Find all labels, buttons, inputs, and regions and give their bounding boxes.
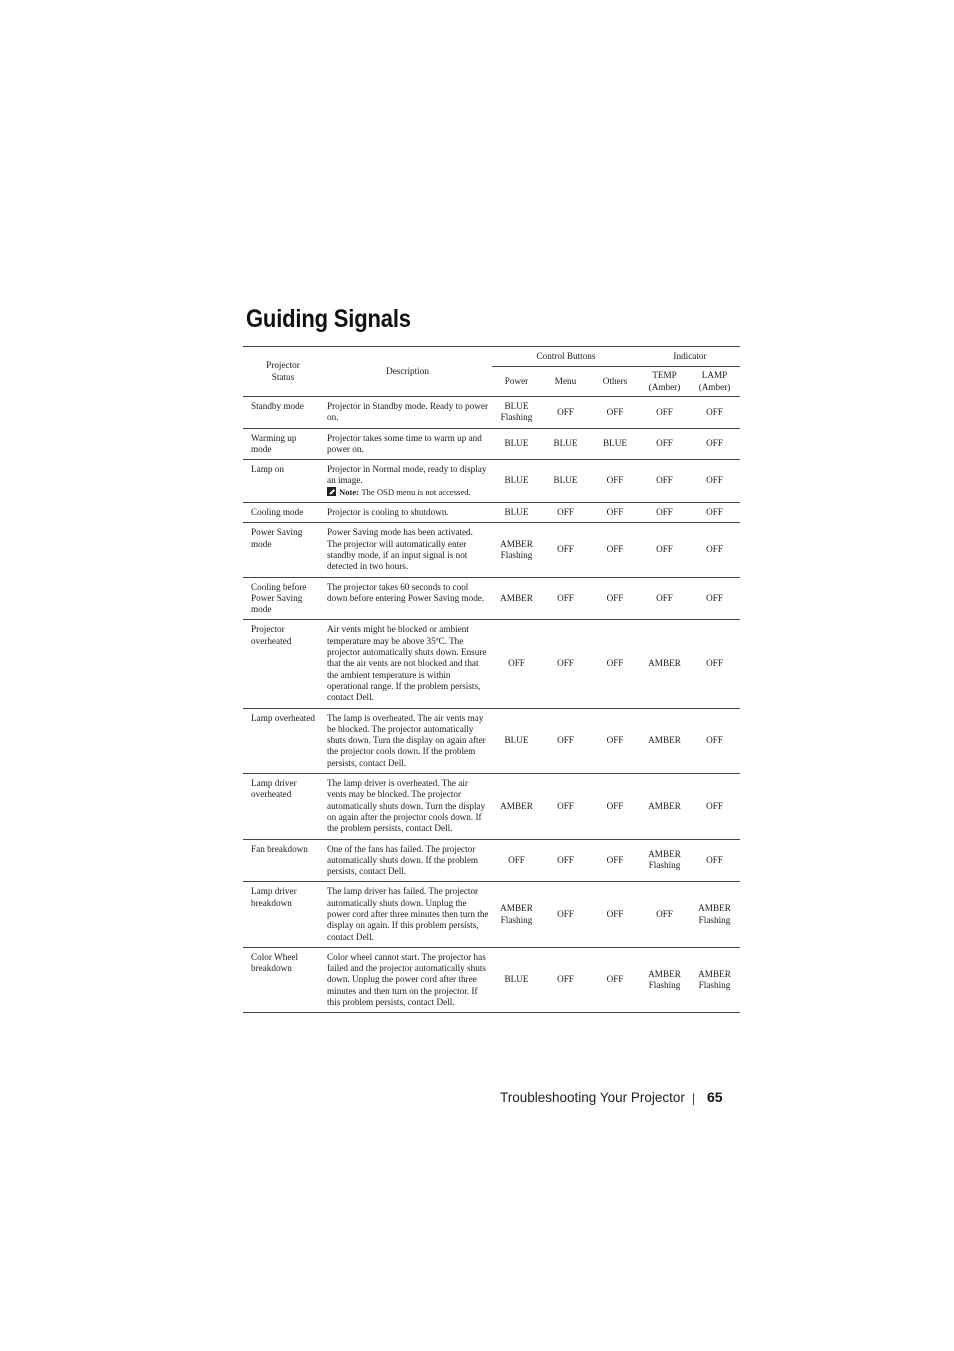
table-row (243, 577, 740, 620)
row-menu: BLUE (553, 475, 578, 486)
row-description: The lamp driver has failed. The projector automatically shuts down. Unplug the power cord after three minutes then turn the display on again. If this problem persists, contact Dell. (327, 886, 489, 942)
header-control-buttons: Control Buttons (536, 350, 596, 361)
row-lamp: OFF (706, 507, 723, 518)
row-others: OFF (606, 406, 624, 417)
footer-section-title: Troubleshooting Your Projector (500, 1090, 685, 1105)
header-indicator: Indicator (673, 350, 707, 361)
row-menu: OFF (557, 658, 574, 669)
row-status: Standby mode (251, 401, 304, 411)
row-lamp: OFF (706, 800, 723, 811)
row-description: The lamp is overheated. The air vents may be blocked. The projector automatically shuts down. Turn the display on again after the projector cools down. If the problem persists, contact Dell. (327, 712, 486, 768)
row-others: OFF (606, 854, 624, 865)
row-power: AMBER Flashing (500, 903, 533, 925)
row-temp: AMBER Flashing (648, 849, 681, 871)
row-menu: OFF (557, 507, 574, 518)
row-power: BLUE Flashing (500, 401, 533, 423)
row-lamp: OFF (706, 592, 723, 603)
row-lamp: OFF (706, 438, 723, 449)
row-others: BLUE (603, 438, 627, 449)
header-lamp: LAMP (Amber) (689, 367, 740, 397)
row-status: Power Saving mode (251, 527, 303, 549)
row-description: Projector in Normal mode, ready to display an image. (327, 464, 487, 486)
header-projector-status: Projector Status (266, 360, 300, 382)
row-menu: OFF (557, 592, 574, 603)
row-others: OFF (606, 908, 624, 919)
row-lamp: OFF (706, 544, 723, 555)
row-temp: AMBER (648, 658, 681, 669)
row-menu: OFF (557, 800, 574, 811)
row-power: BLUE (504, 974, 529, 985)
page-title: Guiding Signals (246, 305, 411, 333)
row-lamp: OFF (706, 854, 723, 865)
row-power: BLUE (504, 438, 529, 449)
row-status: Lamp driver overheated (251, 778, 297, 800)
row-temp: AMBER (648, 735, 681, 746)
row-power: BLUE (504, 735, 529, 746)
header-power: Power (492, 367, 541, 397)
row-lamp: OFF (706, 658, 723, 669)
row-menu: OFF (557, 735, 574, 746)
table-row (243, 620, 740, 708)
header-menu: Menu (541, 367, 590, 397)
table-row (243, 460, 740, 503)
page-number: 65 (707, 1089, 723, 1105)
note-label: Note: (339, 486, 360, 497)
row-menu: OFF (557, 544, 574, 555)
row-menu: OFF (557, 406, 574, 417)
row-description: Projector is cooling to shutdown. (327, 507, 449, 518)
row-power: BLUE (504, 475, 529, 486)
row-power: OFF (508, 658, 525, 669)
row-description: The projector takes 60 seconds to cool down before entering Power Saving mode. (327, 581, 485, 603)
row-description: Projector in Standby mode. Ready to power on. (327, 401, 489, 423)
row-description: Air vents might be blocked or ambient temperature may be above 35ºC. The projector automatically shuts down. Ensure that the air vents are not blocked and that the ambient temperature is within operational range. If the problem persists, contact Dell. (327, 624, 487, 703)
row-lamp: OFF (706, 475, 723, 486)
row-power: AMBER (500, 800, 533, 811)
row-temp: OFF (656, 438, 673, 449)
row-temp: AMBER Flashing (648, 968, 681, 991)
row-menu: OFF (557, 908, 574, 919)
row-status: Fan breakdown (251, 843, 308, 854)
header-others: Others (590, 367, 640, 397)
row-menu: OFF (557, 974, 574, 985)
row-status: Lamp overheated (251, 712, 316, 723)
table-row (243, 523, 740, 577)
row-temp: OFF (656, 507, 673, 518)
row-description: One of the fans has failed. The projector automatically shuts down. If the problem persists, contact Dell. (327, 843, 479, 877)
row-status: Warming up mode (251, 432, 297, 454)
row-description: The lamp driver is overheated. The air vents may be blocked. The projector automatically shuts down. Turn the display on again after the projector cools down. If the problem persists, contact Dell. (327, 778, 486, 834)
row-others: OFF (606, 544, 624, 555)
table-row (243, 397, 740, 429)
row-others: OFF (606, 735, 624, 746)
row-power: BLUE (504, 507, 529, 518)
row-description: Power Saving mode has been activated. The projector will automatically enter standby mode, if an input signal is not detected in two hours. (327, 527, 473, 572)
row-lamp: AMBER Flashing (698, 968, 731, 991)
table-row (243, 774, 740, 839)
row-status: Color Wheel breakdown (251, 951, 299, 974)
row-description-cell (323, 460, 492, 503)
row-power: AMBER (500, 592, 533, 603)
note-pencil-icon (327, 487, 336, 496)
row-others: OFF (606, 658, 624, 669)
row-status: Cooling before Power Saving mode (251, 581, 307, 615)
row-temp: OFF (656, 406, 673, 417)
table-row (243, 882, 740, 947)
row-menu: OFF (557, 854, 574, 865)
row-others: OFF (606, 475, 624, 486)
row-others: OFF (606, 974, 624, 985)
table-row (243, 839, 740, 882)
row-menu: BLUE (553, 438, 578, 449)
row-lamp: OFF (706, 406, 723, 417)
row-temp: OFF (656, 908, 673, 919)
row-temp: AMBER (648, 800, 681, 811)
note-text: The OSD menu is not accessed. (361, 486, 471, 497)
header-temp: TEMP (Amber) (640, 367, 689, 397)
row-others: OFF (606, 800, 624, 811)
row-power: OFF (508, 854, 525, 865)
table-row (243, 428, 740, 460)
table-row (243, 947, 740, 1012)
row-lamp: OFF (706, 735, 723, 746)
row-status: Cooling mode (251, 507, 304, 518)
header-description: Description (386, 365, 429, 376)
footer-divider (693, 1093, 694, 1105)
row-status: Projector overheated (251, 624, 292, 646)
row-power: AMBER Flashing (500, 538, 533, 560)
row-others: OFF (606, 592, 624, 603)
row-temp: OFF (656, 475, 673, 486)
row-status: Lamp on (251, 464, 284, 475)
row-description: Color wheel cannot start. The projector has failed and the projector automatically shuts down. Unplug the power cord after three minutes and then turn on the projector. If this problem persists, contact Dell. (327, 951, 486, 1008)
guiding-signals-table (243, 346, 740, 1013)
row-temp: OFF (656, 544, 673, 555)
table-row (243, 503, 740, 523)
row-status: Lamp driver breakdown (251, 886, 297, 908)
row-lamp: AMBER Flashing (698, 903, 731, 925)
table-row (243, 708, 740, 773)
row-description: Projector takes some time to warm up and power on. (327, 432, 482, 454)
row-others: OFF (606, 507, 624, 518)
row-temp: OFF (656, 592, 673, 603)
